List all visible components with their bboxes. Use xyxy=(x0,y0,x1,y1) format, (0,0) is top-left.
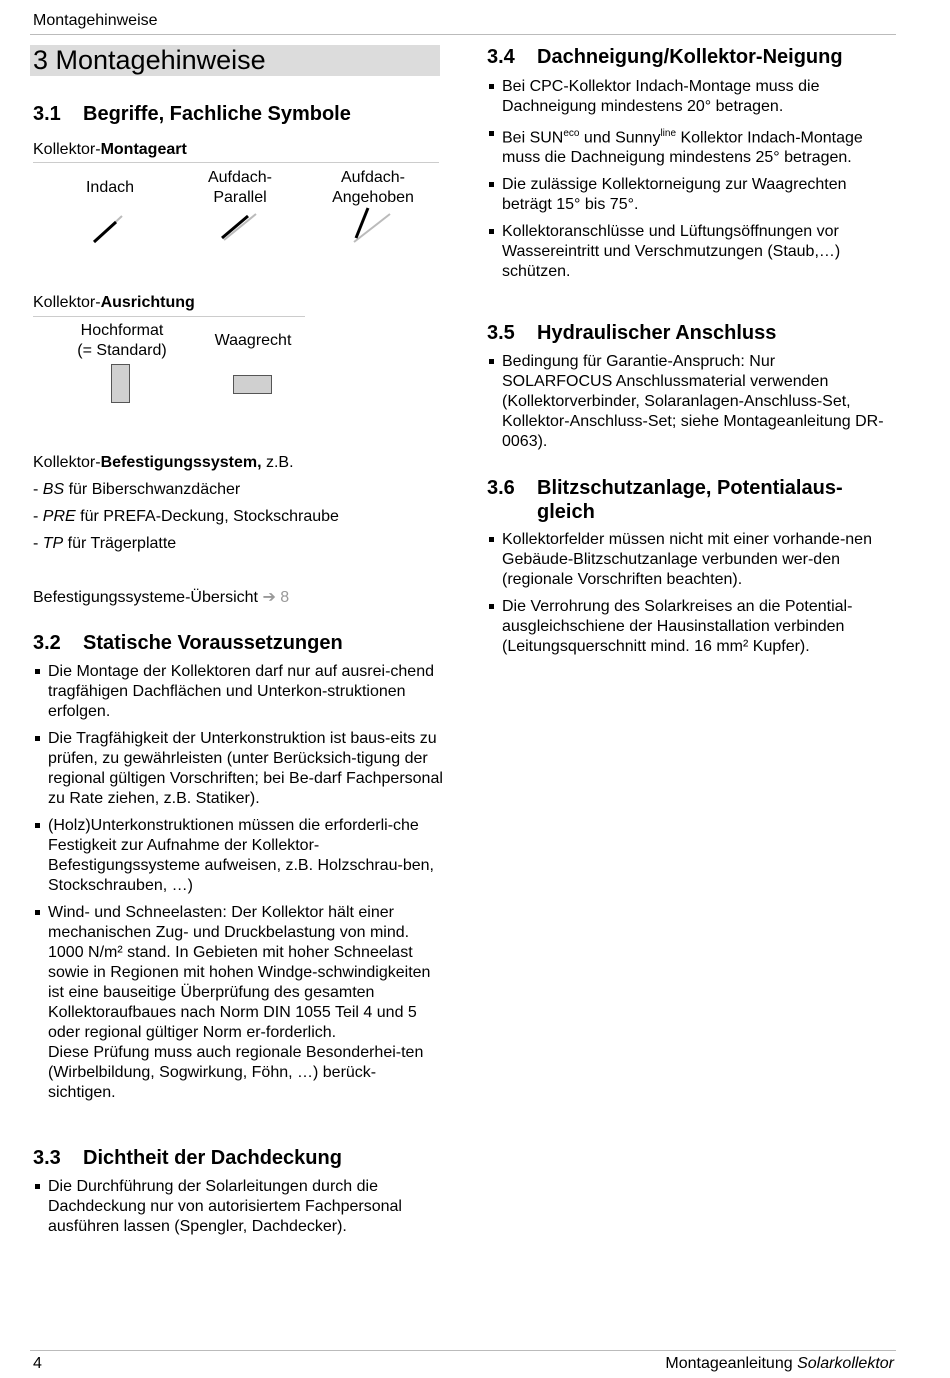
aufdach-angehoben-label: Aufdach- Angehoben xyxy=(332,169,414,206)
list-item: Bedingung für Garantie-Anspruch: Nur SOLARFOCUS Anschlussmaterial verwenden (Kollektorverbinder, Solaranlagen-Anschluss-Set, Kollektor-Anschluss-Set; siehe Montageanleitung DR-0063). xyxy=(487,352,887,452)
aufdach-parallel-symbol xyxy=(216,208,266,248)
montageart-label: Kollektor-Montageart xyxy=(33,141,187,158)
section-3-5-list xyxy=(487,352,887,459)
list-item: Die Verrohrung des Solarkreises an die Potential-ausgleichschiene der Hausinstallation verbinden (Leitungsquerschnitt mind. 16 mm² Kupfer). xyxy=(487,597,887,657)
header-rule xyxy=(30,34,896,35)
section-3-2-list xyxy=(33,662,443,1110)
section-title: Blitzschutzanlage, Potentialaus- gleich xyxy=(537,477,843,523)
bs-entry: - BS für Biberschwanzdächer xyxy=(33,481,241,498)
page-number: 4 xyxy=(33,1355,42,1372)
pre-entry: - PRE für PREFA-Deckung, Stockschraube xyxy=(33,508,339,525)
montageart-rule xyxy=(33,162,439,163)
chapter-title: 3 Montagehinweise xyxy=(33,45,266,75)
section-title: Dachneigung/Kollektor-Neigung xyxy=(537,46,843,68)
list-item: Die Montage der Kollektoren darf nur auf ausrei-chend tragfähigen Dachflächen und Unterkon-struktionen erfolgen. xyxy=(33,662,443,722)
list-item: Kollektorfelder müssen nicht mit einer vorhande-nen Gebäude-Blitzschutzanlage verbunden wer-den (regionale Vorschriften beachten). xyxy=(487,530,887,590)
section-3-6-list xyxy=(487,530,887,664)
hochformat-symbol xyxy=(111,364,130,403)
list-item: Die Durchführung der Solarleitungen durch die Dachdeckung nur von autorisiertem Fachpersonal ausführen lassen (Spengler, Dachdecker). xyxy=(33,1177,443,1237)
list-item: Bei CPC-Kollektor Indach-Montage muss die Dachneigung mindestens 20° betragen. xyxy=(487,77,887,117)
section-title: Statische Voraussetzungen xyxy=(83,632,343,654)
ausrichtung-rule xyxy=(33,316,305,317)
section-3-4-list xyxy=(487,77,887,289)
ausrichtung-label: Kollektor-Ausrichtung xyxy=(33,294,195,311)
section-title: Dichtheit der Dachdeckung xyxy=(83,1147,342,1169)
footer-rule xyxy=(30,1350,896,1351)
section-3-3-list xyxy=(33,1177,443,1244)
section-number: 3.1 xyxy=(33,103,61,125)
section-3-5-heading xyxy=(487,321,776,345)
section-3-1-heading xyxy=(33,102,351,126)
section-number: 3.4 xyxy=(487,46,515,68)
list-item: Bei $SUN^{eco}$ und Sunny$^{line}$ Kollektor Indach-Montage muss die Dachneigung mindestens 25° betragen. xyxy=(487,124,887,168)
footer-title: Montageanleitung Solarkollektor xyxy=(665,1355,894,1372)
hochformat-label: Hochformat (= Standard) xyxy=(77,322,167,359)
section-number: 3.6 xyxy=(487,477,515,499)
page-reference-arrow-icon: ➔ 8 xyxy=(262,589,290,606)
indach-symbol xyxy=(86,208,136,248)
list-item: (Holz)Unterkonstruktionen müssen die erforderli-che Festigkeit zur Aufnahme der Kollektor-Befestigungssysteme aufweisen, z.B. Holzschrau-ben, Stockschrauben, …) xyxy=(33,816,443,896)
section-title: Begriffe, Fachliche Symbole xyxy=(83,103,351,125)
section-number: 3.3 xyxy=(33,1147,61,1169)
aufdach-parallel-label: Aufdach- Parallel xyxy=(207,169,273,206)
section-3-6-heading xyxy=(487,476,887,524)
running-header: Montagehinweise xyxy=(33,12,158,29)
waagrecht-label: Waagrecht xyxy=(214,332,292,349)
list-item: Kollektoranschlüsse und Lüftungsöffnungen vor Wassereintritt und Verschmutzungen (Staub,…) schützen. xyxy=(487,222,887,282)
section-3-4-heading xyxy=(487,45,843,69)
aufdach-angehoben-symbol xyxy=(348,204,398,248)
indach-label: Indach xyxy=(85,179,135,196)
list-item: Die zulässige Kollektorneigung zur Waagrechten beträgt 15° bis 75°. xyxy=(487,175,887,215)
list-item: Die Tragfähigkeit der Unterkonstruktion ist baus-eits zu prüfen, zu gewährleisten (unter Berücksich-tigung der regional gültigen Vorschriften; bei Be-darf Fachpersonal zu Rate ziehen, z.B. Statiker). xyxy=(33,729,443,809)
section-3-3-heading xyxy=(33,1146,342,1170)
section-title: Hydraulischer Anschluss xyxy=(537,322,777,344)
section-3-2-heading xyxy=(33,631,343,655)
list-item: Wind- und Schneelasten: Der Kollektor hält einer mechanischen Zug- und Druckbelastung von mind. 1000 N/m² stand. In Gebieten mit hoher Schneelast sowie in Regionen mit hohen Windge-schwindigkeiten ist eine bauseitige Überprüfung des gesamten Kollektoraufbaues nach Norm DIN 1055 Teil 4 und 5 oder regional gültiger Norm er-forderlich. Diese Prüfung muss auch regionale Besonderhei-ten (Wirbelbildung, Sogwirkung, Föhn, …) berück-sichtigen. xyxy=(33,903,443,1103)
section-number: 3.2 xyxy=(33,632,61,654)
waagrecht-symbol xyxy=(233,375,272,394)
befestigungssystem-label: Kollektor-Befestigungssystem, z.B. xyxy=(33,454,294,471)
section-number: 3.5 xyxy=(487,322,515,344)
tp-entry: - TP für Trägerplatte xyxy=(33,535,177,552)
befestigung-overview-link[interactable]: Befestigungssysteme-Übersicht ➔ 8 xyxy=(33,589,290,606)
